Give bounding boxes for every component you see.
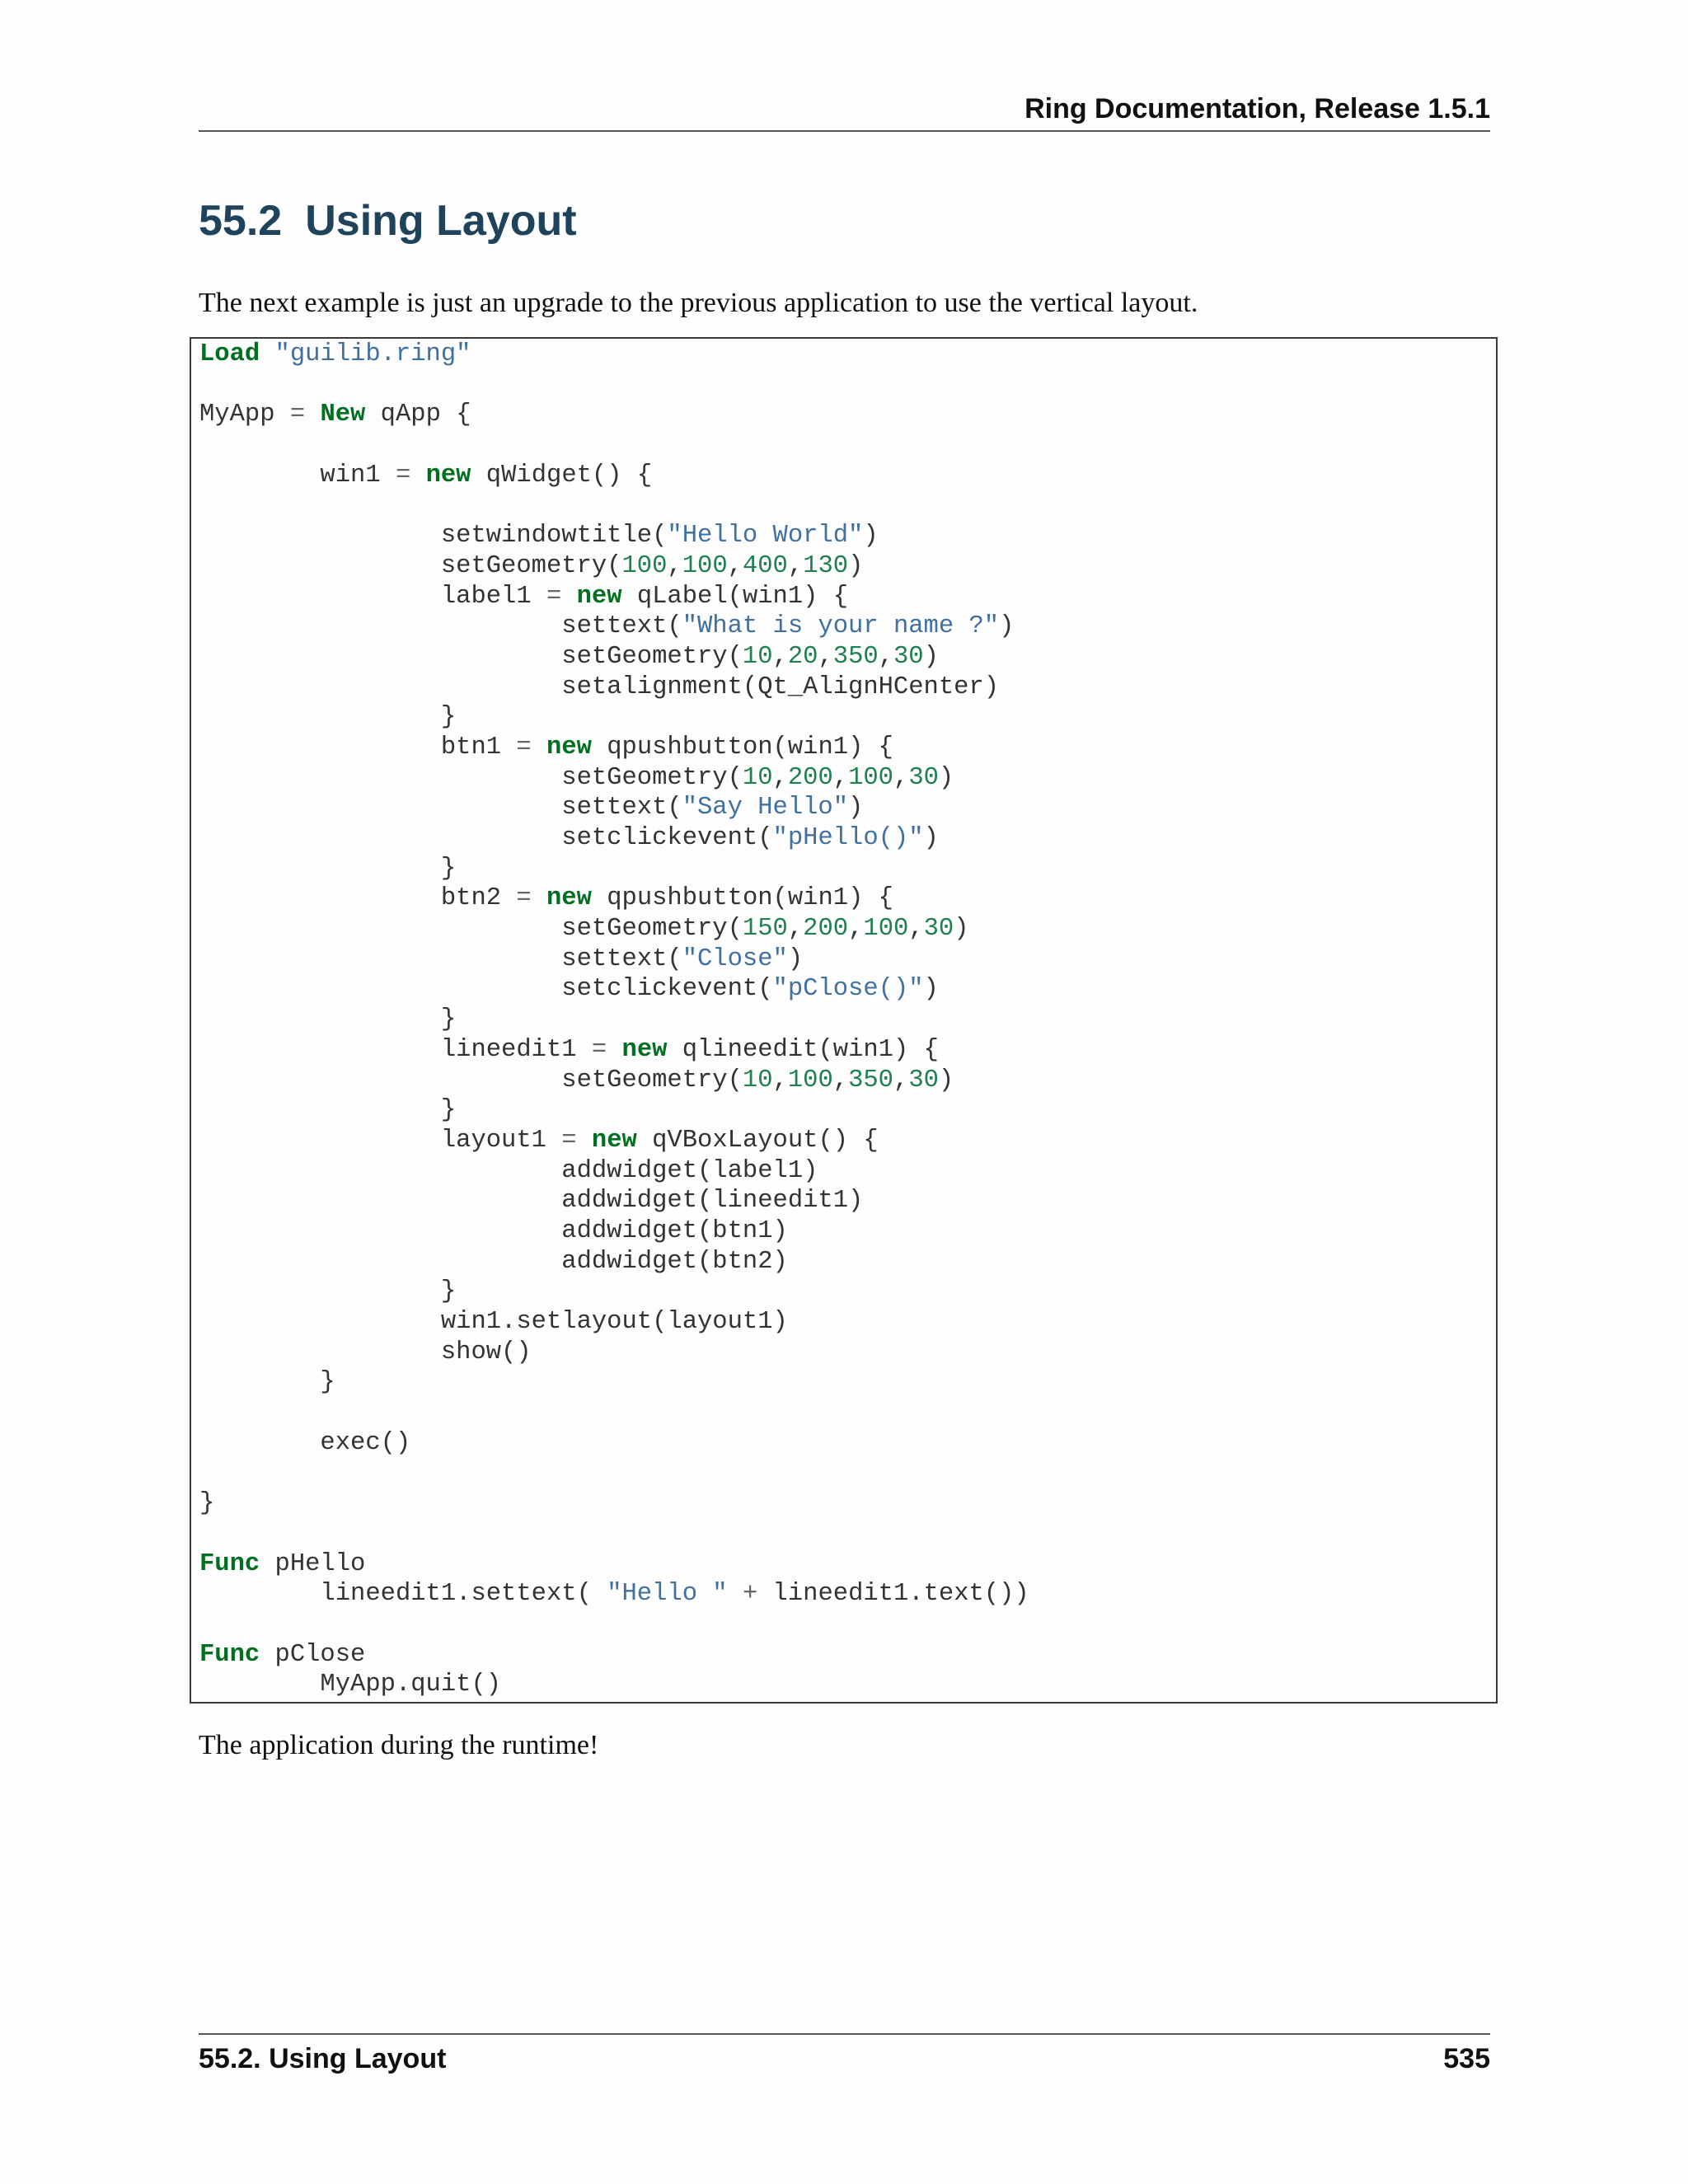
code-operator: =	[395, 461, 411, 490]
code-text: MyApp.quit()	[199, 1671, 502, 1699]
code-number: 10	[742, 763, 773, 792]
code-string: "Hello World"	[667, 522, 864, 551]
code-text: qVBoxLayout() {	[636, 1126, 879, 1155]
code-line	[199, 521, 1029, 551]
code-text: ,	[787, 915, 804, 944]
code-text: ,	[893, 1066, 909, 1094]
code-line	[199, 733, 1029, 763]
code-text: settext(	[199, 794, 682, 823]
code-string: "Hello "	[607, 1580, 728, 1609]
code-text: btn2	[199, 884, 517, 913]
code-line	[199, 1216, 1029, 1247]
section-number: 55.2	[199, 197, 283, 245]
code-line	[199, 1156, 1029, 1187]
code-line	[199, 974, 1029, 1005]
code-keyword: New	[320, 401, 366, 429]
code-text: )	[787, 944, 804, 973]
code-text: ,	[667, 551, 682, 580]
code-line	[199, 400, 1029, 430]
code-text: setGeometry(	[199, 1066, 743, 1094]
code-text: setwindowtitle(	[199, 522, 668, 551]
code-text: )	[938, 1066, 954, 1094]
code-line	[199, 340, 1029, 370]
code-line	[199, 582, 1029, 612]
code-text: addwidget(label1)	[199, 1156, 818, 1185]
code-keyword: new	[591, 1126, 637, 1155]
code-string: "Say Hello"	[682, 794, 849, 823]
code-number: 30	[893, 642, 924, 671]
code-operator: =	[289, 401, 306, 429]
code-string: "pClose()"	[772, 975, 924, 1004]
page-header	[199, 92, 1490, 132]
code-line	[199, 1670, 1029, 1700]
code-text: ,	[787, 551, 804, 580]
code-keyword: new	[546, 733, 592, 762]
code-line	[199, 1307, 1029, 1338]
code-text: }	[199, 1489, 215, 1518]
code-text: MyApp	[199, 401, 290, 429]
code-text: )	[923, 975, 939, 1004]
code-text: qApp {	[365, 401, 471, 429]
code-number: 100	[787, 1066, 833, 1094]
code-text: )	[954, 915, 969, 944]
code-text: setGeometry(	[199, 763, 743, 792]
code-number: 150	[742, 915, 788, 944]
code-line	[199, 914, 1029, 944]
code-line	[199, 944, 1029, 975]
code-text: ,	[848, 915, 864, 944]
code-line	[199, 1398, 1029, 1428]
code-text: setclickevent(	[199, 824, 773, 852]
code-text: exec()	[199, 1428, 411, 1457]
code-number: 10	[742, 642, 773, 671]
page-number: 535	[1443, 2043, 1490, 2074]
code-text: ,	[727, 551, 743, 580]
code-text: addwidget(lineedit1)	[199, 1187, 864, 1216]
code-number: 10	[742, 1066, 773, 1094]
code-operator: =	[516, 884, 532, 913]
code-operator: =	[516, 733, 532, 762]
code-text: }	[199, 1005, 457, 1034]
intro-paragraph: The next example is just an upgrade to the previous application to use the vertical layout.	[199, 288, 1198, 318]
code-number: 30	[908, 1066, 939, 1094]
code-text: }	[199, 854, 457, 883]
code-line	[199, 1186, 1029, 1216]
code-line	[199, 1066, 1029, 1096]
code-keyword: Func	[199, 1549, 260, 1578]
code-line	[199, 1277, 1029, 1307]
code-operator: =	[561, 1126, 577, 1155]
code-line	[199, 1367, 1029, 1398]
code-text: lineedit1.text())	[757, 1580, 1029, 1609]
code-text: )	[938, 763, 954, 792]
code-text: ,	[893, 763, 909, 792]
code-text: pHello	[260, 1549, 366, 1578]
code-operator: =	[546, 582, 562, 611]
code-number: 30	[923, 915, 954, 944]
code-text: ,	[772, 642, 788, 671]
code-text: ,	[878, 642, 893, 671]
code-text: setalignment(Qt_AlignHCenter)	[199, 673, 1000, 701]
code-line	[199, 430, 1029, 461]
code-line	[199, 1338, 1029, 1368]
code-text: win1	[199, 461, 396, 490]
code-text	[260, 340, 274, 368]
code-line	[199, 1610, 1029, 1640]
code-text: ,	[908, 915, 924, 944]
code-line	[199, 1428, 1029, 1459]
code-line	[199, 1519, 1029, 1549]
code-number: 100	[848, 763, 893, 792]
code-number: 350	[832, 642, 879, 671]
code-keyword: new	[621, 1035, 668, 1064]
code-text: ,	[818, 642, 833, 671]
code-text: )	[848, 794, 864, 823]
code-text: win1.setlayout(layout1)	[199, 1308, 788, 1336]
section-title: Using Layout	[305, 197, 577, 245]
code-text: addwidget(btn2)	[199, 1247, 788, 1276]
code-text: qlineedit(win1) {	[667, 1035, 939, 1064]
code-keyword: Func	[199, 1640, 260, 1669]
code-text: )	[999, 612, 1015, 641]
code-line	[199, 1035, 1029, 1066]
code-text: btn1	[199, 733, 517, 762]
code-line	[199, 1640, 1029, 1671]
code-number: 20	[787, 642, 818, 671]
code-text: setGeometry(	[199, 551, 622, 580]
code-number: 100	[863, 915, 909, 944]
code-line	[199, 1095, 1029, 1126]
code-text	[410, 462, 425, 490]
code-line	[199, 642, 1029, 673]
code-number: 100	[682, 551, 728, 580]
code-text: ,	[832, 1066, 849, 1094]
code-line	[199, 461, 1029, 491]
code-text	[728, 1580, 743, 1608]
code-line	[199, 1005, 1029, 1035]
code-text: settext(	[199, 612, 682, 641]
code-line	[199, 702, 1029, 733]
footer-section-ref: 55.2. Using Layout	[199, 2043, 447, 2074]
code-line	[199, 883, 1029, 914]
code-string: "Close"	[682, 944, 788, 973]
code-line	[199, 793, 1029, 823]
code-line	[199, 612, 1029, 642]
code-text: )	[863, 522, 879, 551]
code-text: ,	[772, 763, 788, 792]
code-keyword: Load	[199, 340, 260, 368]
code-number: 200	[803, 915, 849, 944]
code-text: )	[923, 824, 939, 852]
code-text: qpushbutton(win1) {	[591, 884, 893, 913]
code-text	[532, 884, 546, 912]
outro-paragraph: The application during the runtime!	[199, 1730, 599, 1760]
code-text: qpushbutton(win1) {	[591, 733, 893, 762]
code-line	[199, 673, 1029, 703]
code-line	[199, 763, 1029, 794]
code-line	[199, 1549, 1029, 1580]
code-string: "pHello()"	[772, 824, 924, 852]
page-footer	[199, 2033, 1490, 2076]
code-line	[199, 1488, 1029, 1519]
code-text: setGeometry(	[199, 642, 743, 671]
section-heading	[199, 188, 577, 254]
code-listing	[199, 340, 1029, 1700]
code-text: qWidget() {	[471, 461, 653, 490]
code-text: }	[199, 1277, 457, 1306]
code-text: show()	[199, 1338, 532, 1366]
code-line	[199, 1126, 1029, 1156]
code-text	[532, 733, 546, 762]
code-string: "What is your name ?"	[682, 612, 1000, 641]
code-line	[199, 854, 1029, 884]
code-text: )	[848, 551, 864, 580]
code-block	[190, 337, 1498, 1704]
code-operator: +	[742, 1580, 758, 1609]
code-number: 400	[742, 551, 788, 580]
code-number: 200	[787, 763, 833, 792]
code-text	[577, 1127, 592, 1155]
code-number: 30	[908, 763, 939, 792]
code-text: setGeometry(	[199, 915, 743, 944]
code-keyword: new	[576, 582, 622, 611]
code-text: }	[199, 1368, 335, 1397]
code-text: lineedit1.settext(	[199, 1580, 607, 1609]
code-text	[561, 583, 576, 611]
code-line	[199, 1247, 1029, 1277]
code-text: label1	[199, 582, 546, 611]
code-line	[199, 490, 1029, 521]
code-number: 100	[621, 551, 668, 580]
code-text: pClose	[260, 1640, 366, 1669]
code-operator: =	[591, 1035, 607, 1064]
code-text: }	[199, 1096, 457, 1125]
code-line	[199, 1579, 1029, 1610]
code-keyword: new	[546, 884, 592, 913]
code-text	[607, 1036, 621, 1064]
code-string: "guilib.ring"	[274, 340, 471, 368]
code-number: 130	[803, 551, 849, 580]
code-text: ,	[832, 763, 849, 792]
code-line	[199, 823, 1029, 854]
code-text: ,	[772, 1066, 788, 1094]
code-text: }	[199, 703, 457, 732]
code-keyword: new	[425, 461, 471, 490]
code-line	[199, 1458, 1029, 1488]
code-text: lineedit1	[199, 1035, 592, 1064]
code-text	[305, 401, 320, 429]
code-text: settext(	[199, 944, 682, 973]
code-text: qLabel(win1) {	[621, 582, 849, 611]
code-text: setclickevent(	[199, 975, 773, 1004]
code-text: )	[923, 642, 939, 671]
code-line	[199, 551, 1029, 582]
doc-title: Ring Documentation, Release 1.5.1	[1025, 93, 1490, 124]
code-text: addwidget(btn1)	[199, 1216, 788, 1245]
code-text: layout1	[199, 1126, 562, 1155]
code-line	[199, 370, 1029, 401]
code-number: 350	[848, 1066, 893, 1094]
